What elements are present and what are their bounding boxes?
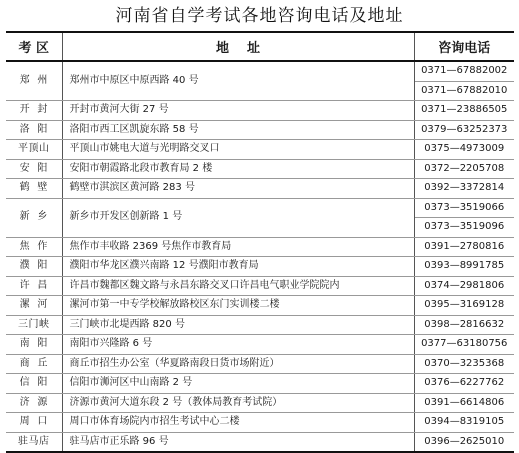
phone-number: 0371—67882010: [415, 81, 515, 101]
region-cell: 平顶山: [6, 140, 62, 160]
phone-number: 0377—63180756: [421, 338, 508, 349]
table-row: [6, 257, 514, 277]
phone-cell: [414, 179, 514, 199]
phone-number: 0398—2816632: [424, 318, 505, 330]
phone-number: 0393—8991785: [424, 260, 505, 271]
region-cell: 开 封: [6, 101, 62, 121]
phone-number: 0370—3235368: [424, 357, 505, 369]
table-row: [6, 432, 514, 452]
region-cell: 新 乡: [6, 198, 62, 237]
region-cell: 三门峡: [6, 315, 62, 335]
region-cell: 焦 作: [6, 237, 62, 257]
phone-number: 0379—63252373: [421, 123, 508, 135]
table-row: [6, 101, 514, 121]
region-cell: 许 昌: [6, 276, 62, 296]
region-cell: 驻马店: [6, 432, 62, 452]
table-header-row: [6, 32, 514, 61]
header-phone: 咨询电话: [414, 32, 514, 61]
table-row: [6, 237, 514, 257]
table-row: [6, 374, 514, 394]
table-row: [6, 393, 514, 413]
header-address: 地 址: [62, 32, 414, 61]
phone-cell: [414, 101, 514, 121]
address-cell: 平顶山市姚电大道与光明路交叉口: [62, 140, 414, 160]
region-cell: 南 阳: [6, 335, 62, 355]
table-row: [6, 179, 514, 199]
region-cell: 信 阳: [6, 374, 62, 394]
phone-number: 0375—4973009: [424, 143, 505, 154]
table-row: [6, 159, 514, 179]
phone-cell: [414, 413, 514, 433]
table-row: [6, 315, 514, 335]
phone-cell: [414, 374, 514, 394]
address-cell: 开封市黄河大街 27 号: [62, 101, 414, 121]
phone-cell: [414, 432, 514, 452]
phone-number: 0394—8319105: [424, 416, 505, 427]
region-cell: 濮 阳: [6, 257, 62, 277]
table-body: [6, 61, 514, 452]
phone-cell: [414, 276, 514, 296]
phone-cell: [414, 315, 514, 335]
phone-number: 0371—23886505: [421, 104, 508, 115]
table-row: [6, 276, 514, 296]
phone-number: 0391—6614806: [424, 396, 505, 408]
phone-cell: [414, 393, 514, 413]
phone-number: 0372—2205708: [424, 162, 505, 174]
address-cell: 洛阳市西工区凯旋东路 58 号: [62, 120, 414, 140]
phone-cell: [414, 354, 514, 374]
table-row: [6, 120, 514, 140]
phone-number: 0371—67882002: [421, 65, 508, 76]
table-row: [6, 354, 514, 374]
phone-cell: [414, 61, 514, 101]
phone-number: 0391—2780816: [424, 240, 505, 252]
phone-cell: [414, 159, 514, 179]
page-title: 河南省自学考试各地咨询电话及地址: [115, 6, 404, 26]
region-cell: 济 源: [6, 393, 62, 413]
address-cell: 漯河市第一中专学校解放路校区东门实训楼二楼: [62, 296, 414, 316]
phone-cell: [414, 120, 514, 140]
table-row: [6, 61, 514, 101]
address-cell: 三门峡市北堤西路 820 号: [62, 315, 414, 335]
table-row: [6, 140, 514, 160]
address-cell: 濮阳市华龙区濮兴南路 12 号濮阳市教育局: [62, 257, 414, 277]
address-cell: 焦作市丰收路 2369 号焦作市教育局: [62, 237, 414, 257]
phone-number: 0374—2981806: [424, 279, 505, 291]
address-cell: 安阳市朝霞路北段市教育局 2 楼: [62, 159, 414, 179]
address-cell: 驻马店市正乐路 96 号: [62, 432, 414, 452]
address-cell: 南阳市兴隆路 6 号: [62, 335, 414, 355]
region-cell: 洛 阳: [6, 120, 62, 140]
phone-number: 0395—3169128: [424, 299, 505, 310]
address-cell: 鹤壁市淇滨区黄河路 283 号: [62, 179, 414, 199]
phone-number: 0373—3519066: [424, 201, 505, 213]
table-row: [6, 335, 514, 355]
phone-number: 0373—3519096: [415, 217, 515, 237]
address-cell: 信阳市浉河区中山南路 2 号: [62, 374, 414, 394]
address-cell: 郑州市中原区中原西路 40 号: [62, 61, 414, 101]
phone-number: 0396—2625010: [424, 435, 505, 447]
phone-cell: [414, 296, 514, 316]
phone-number: 0376—6227762: [424, 377, 505, 388]
address-cell: 许昌市魏都区魏文路与永昌东路交叉口许昌电气职业学院院内: [62, 276, 414, 296]
region-cell: 商 丘: [6, 354, 62, 374]
address-cell: 商丘市招生办公室（华夏路南段日货市场附近）: [62, 354, 414, 374]
phone-cell: [414, 335, 514, 355]
phone-cell: [414, 237, 514, 257]
phone-cell: [414, 257, 514, 277]
region-cell: 周 口: [6, 413, 62, 433]
table-row: [6, 296, 514, 316]
table-row: [6, 413, 514, 433]
address-cell: 济源市黄河大道东段 2 号（教体局教育考试院）: [62, 393, 414, 413]
phone-cell: [414, 198, 514, 237]
region-cell: 安 阳: [6, 159, 62, 179]
table-row: [6, 198, 514, 237]
address-cell: 周口市体育场院内市招生考试中心二楼: [62, 413, 414, 433]
phone-number: 0392—3372814: [424, 182, 505, 193]
contact-table: [6, 31, 514, 453]
header-region: 考 区: [6, 32, 62, 61]
address-cell: 新乡市开发区创新路 1 号: [62, 198, 414, 237]
phone-cell: [414, 140, 514, 160]
region-cell: 鹤 壁: [6, 179, 62, 199]
region-cell: 郑 州: [6, 61, 62, 101]
region-cell: 漯 河: [6, 296, 62, 316]
